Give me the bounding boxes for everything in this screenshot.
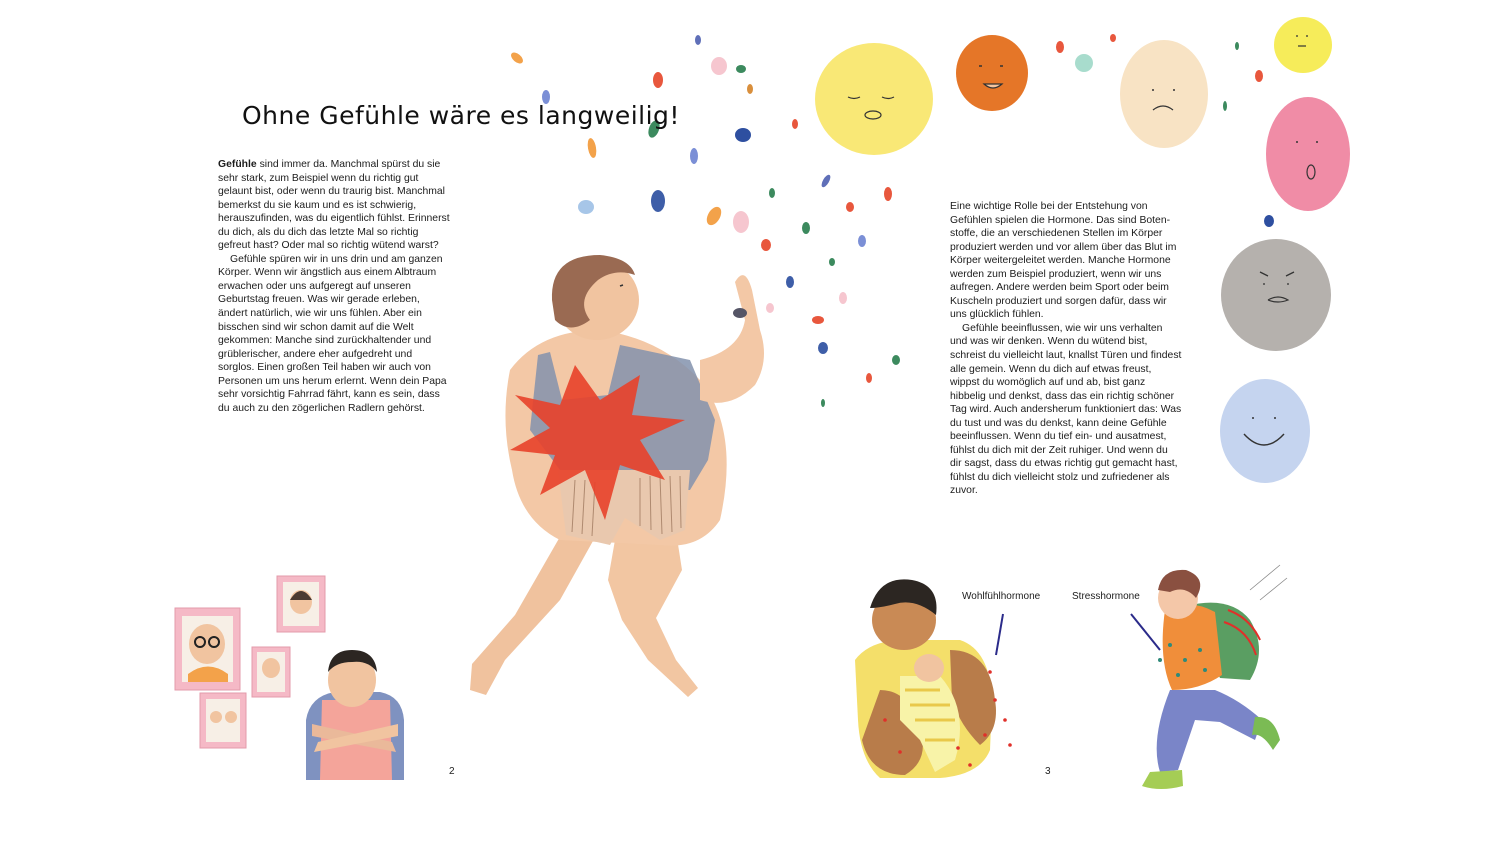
page-number-right: 3	[1045, 766, 1051, 777]
pointer-line-stress	[1131, 614, 1160, 650]
lead-word: Gefühle	[218, 159, 257, 170]
page-number-left: 2	[449, 766, 455, 777]
right-page-text	[950, 200, 1182, 498]
right-paragraph-1: Eine wichtige Rolle bei der Entstehung von Gefühlen spielen die Hormone. Das sind Boten-stoffe, die an verschiedenen Stellen im Körper produziert werden und vor allem über das Blut im Körper weitergeleitet werden. Manche Hormone werden zum Beispiel produziert, wenn wir uns aufregen. Andere werden beim Sport oder beim Kuscheln produziert und sorgen dafür, dass wir uns glücklich fühlen.	[950, 201, 1177, 321]
man-crossed-arms	[306, 650, 404, 780]
face-orange-happy	[956, 35, 1028, 111]
face-grey-angry	[1221, 239, 1331, 351]
right-paragraph-2: Gefühle beeinflussen, wie wir uns verhalten und was wir denken. Wenn du wütend bist, schreist du vielleicht laut, knallst Türen und findest alle gemein. Wenn du dich auf etwas freust, wippst du womöglich auf und ab, bist ganz hibbelig und denkst, dass das ein richtig schöner Tag wird. Auch andersherum funktioniert das: Was du tust und was du denkst, kann deine Gefühle beeinflussen. Wenn du tief ein- und ausatmest, fühlst du dich mit der Zeit ruhiger. Und wenn du dir sagst, dass du etwas richtig gut gemacht hast, fühlst du dich vielleicht stolz und zufriedener als zuvor.	[950, 322, 1182, 497]
face-cream-sad	[1120, 40, 1208, 148]
face-yellow-surprised	[815, 43, 933, 155]
face-blue-smiling	[1220, 379, 1310, 483]
family-portraits	[175, 576, 325, 748]
left-page-text	[218, 158, 450, 415]
left-paragraph-1	[218, 158, 450, 253]
left-paragraph-1-text: sind immer da. Manchmal spürst du sie sehr stark, zum Beispiel wenn du richtig gut gelaunt bist, oder wenn du traurig bist. Manchmal bemerkst du sie kaum und es ist schwierig, herauszufinden, was du eigentlich fühlst. Erinnerst du dich, als du dich das letzte Mal so richtig gefreut hast? Oder mal so richtig wütend warst?	[218, 159, 450, 252]
running-child	[1131, 565, 1287, 789]
angry-figure	[470, 255, 764, 697]
parent-with-baby	[855, 579, 1012, 778]
page-title: Ohne Gefühle wäre es langweilig!	[242, 100, 680, 130]
left-paragraph-2: Gefühle spüren wir in uns drin und am ganzen Körper. Wenn wir ängstlich aus einem Albtraum erwachen oder uns aufgeregt auf unseren Geburtstag freuen. Was wir gerade erleben, ändert natürlich, wie wir uns fühlen. Aber ein bisschen sind wir schon damit auf die Welt gekommen: Manche sind zurückhaltender und grüblerischer, andere eher aufgedreht und sorglos. Einen großen Teil haben wir auch von Personen um uns herum erlernt. Wenn dein Papa sehr vorsichtig Fahrrad fährt, kann es sein, dass du auch zu den zögerlichen Radlern gehörst.	[218, 253, 447, 414]
label-stresshormone: Stresshormone	[1072, 591, 1140, 602]
face-yellow-small	[1274, 17, 1332, 73]
label-wohlfuehlhormone: Wohlfühlhormone	[962, 591, 1041, 602]
pointer-line-wohlfuehl	[996, 614, 1003, 655]
face-pink-shocked	[1266, 97, 1350, 211]
